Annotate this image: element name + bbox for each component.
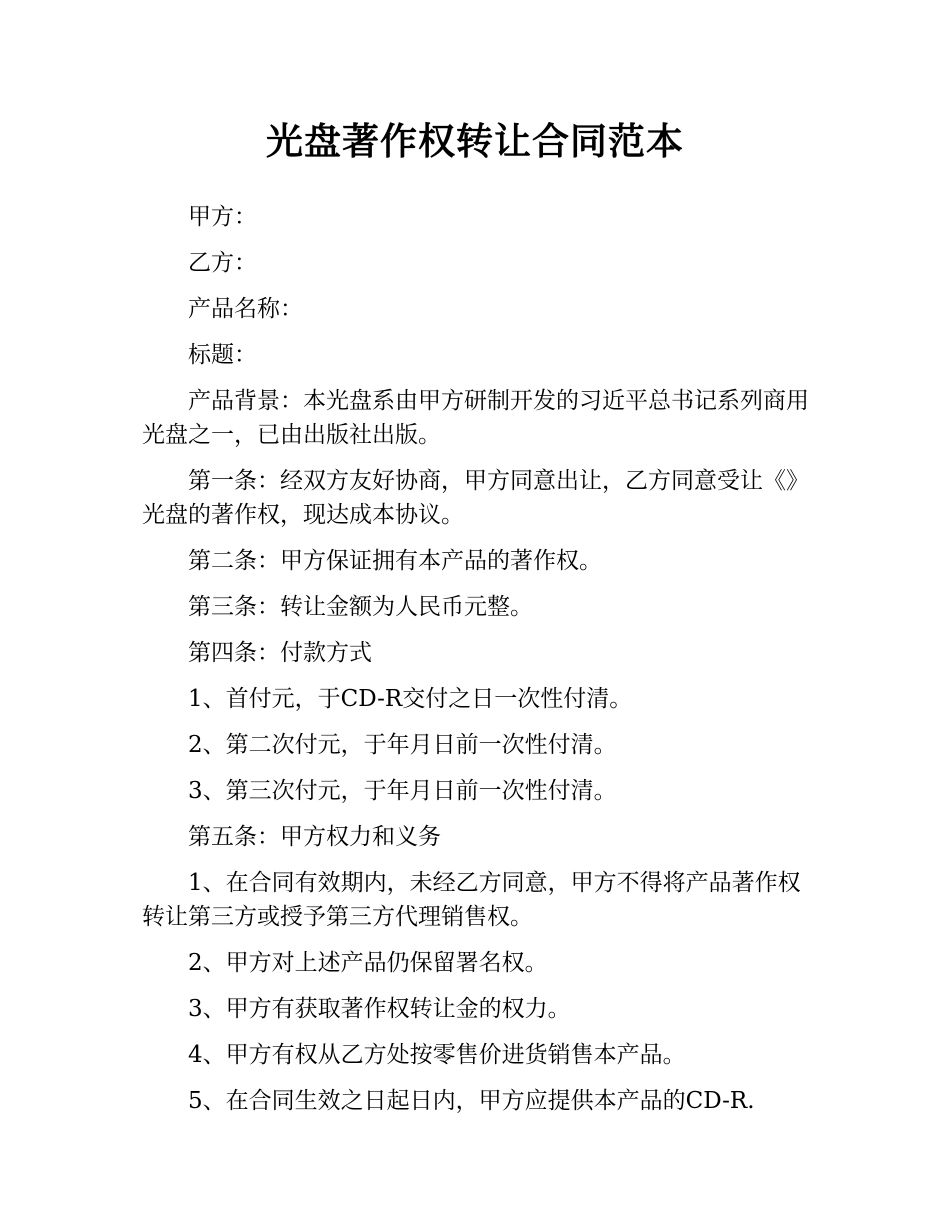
paragraph-right-1: 1、在合同有效期内，未经乙方同意，甲方不得将产品著作权转让第三方或授予第三方代理销售权。 bbox=[142, 870, 801, 930]
paragraph-party-a: 甲方： bbox=[188, 204, 257, 230]
paragraph-right-4: 4、甲方有权从乙方处按零售价进货销售本产品。 bbox=[188, 1042, 686, 1068]
paragraph-article-2: 第二条：甲方保证拥有本产品的著作权。 bbox=[188, 548, 602, 574]
paragraph-heading: 标题： bbox=[188, 342, 257, 368]
paragraph-right-3: 3、甲方有获取著作权转让金的权力。 bbox=[188, 996, 571, 1022]
paragraph-product-name: 产品名称： bbox=[188, 296, 303, 322]
document-title: 光盘著作权转让合同范本 bbox=[266, 120, 684, 163]
paragraph-article-4: 第四条：付款方式 bbox=[188, 640, 372, 666]
paragraph-article-5: 第五条：甲方权力和义务 bbox=[188, 824, 441, 850]
paragraph-right-2: 2、甲方对上述产品仍保留署名权。 bbox=[188, 950, 548, 976]
paragraph-product-background: 产品背景：本光盘系由甲方研制开发的习近平总书记系列商用光盘之一，已由出版社出版。 bbox=[142, 388, 809, 448]
paragraph-article-1: 第一条：经双方友好协商，甲方同意出让，乙方同意受让《》光盘的著作权，现达成本协议。 bbox=[142, 468, 809, 528]
paragraph-article-3: 第三条：转让金额为人民币元整。 bbox=[188, 594, 533, 620]
paragraph-payment-3: 3、第三次付元，于年月日前一次性付清。 bbox=[188, 778, 617, 804]
paragraph-right-5: 5、在合同生效之日起日内，甲方应提供本产品的CD-R. bbox=[188, 1088, 755, 1114]
paragraph-payment-1: 1、首付元，于CD-R交付之日一次性付清。 bbox=[188, 686, 633, 712]
paragraph-party-b: 乙方： bbox=[188, 250, 257, 276]
document-body bbox=[142, 200, 810, 1130]
paragraph-payment-2: 2、第二次付元，于年月日前一次性付清。 bbox=[188, 732, 617, 758]
